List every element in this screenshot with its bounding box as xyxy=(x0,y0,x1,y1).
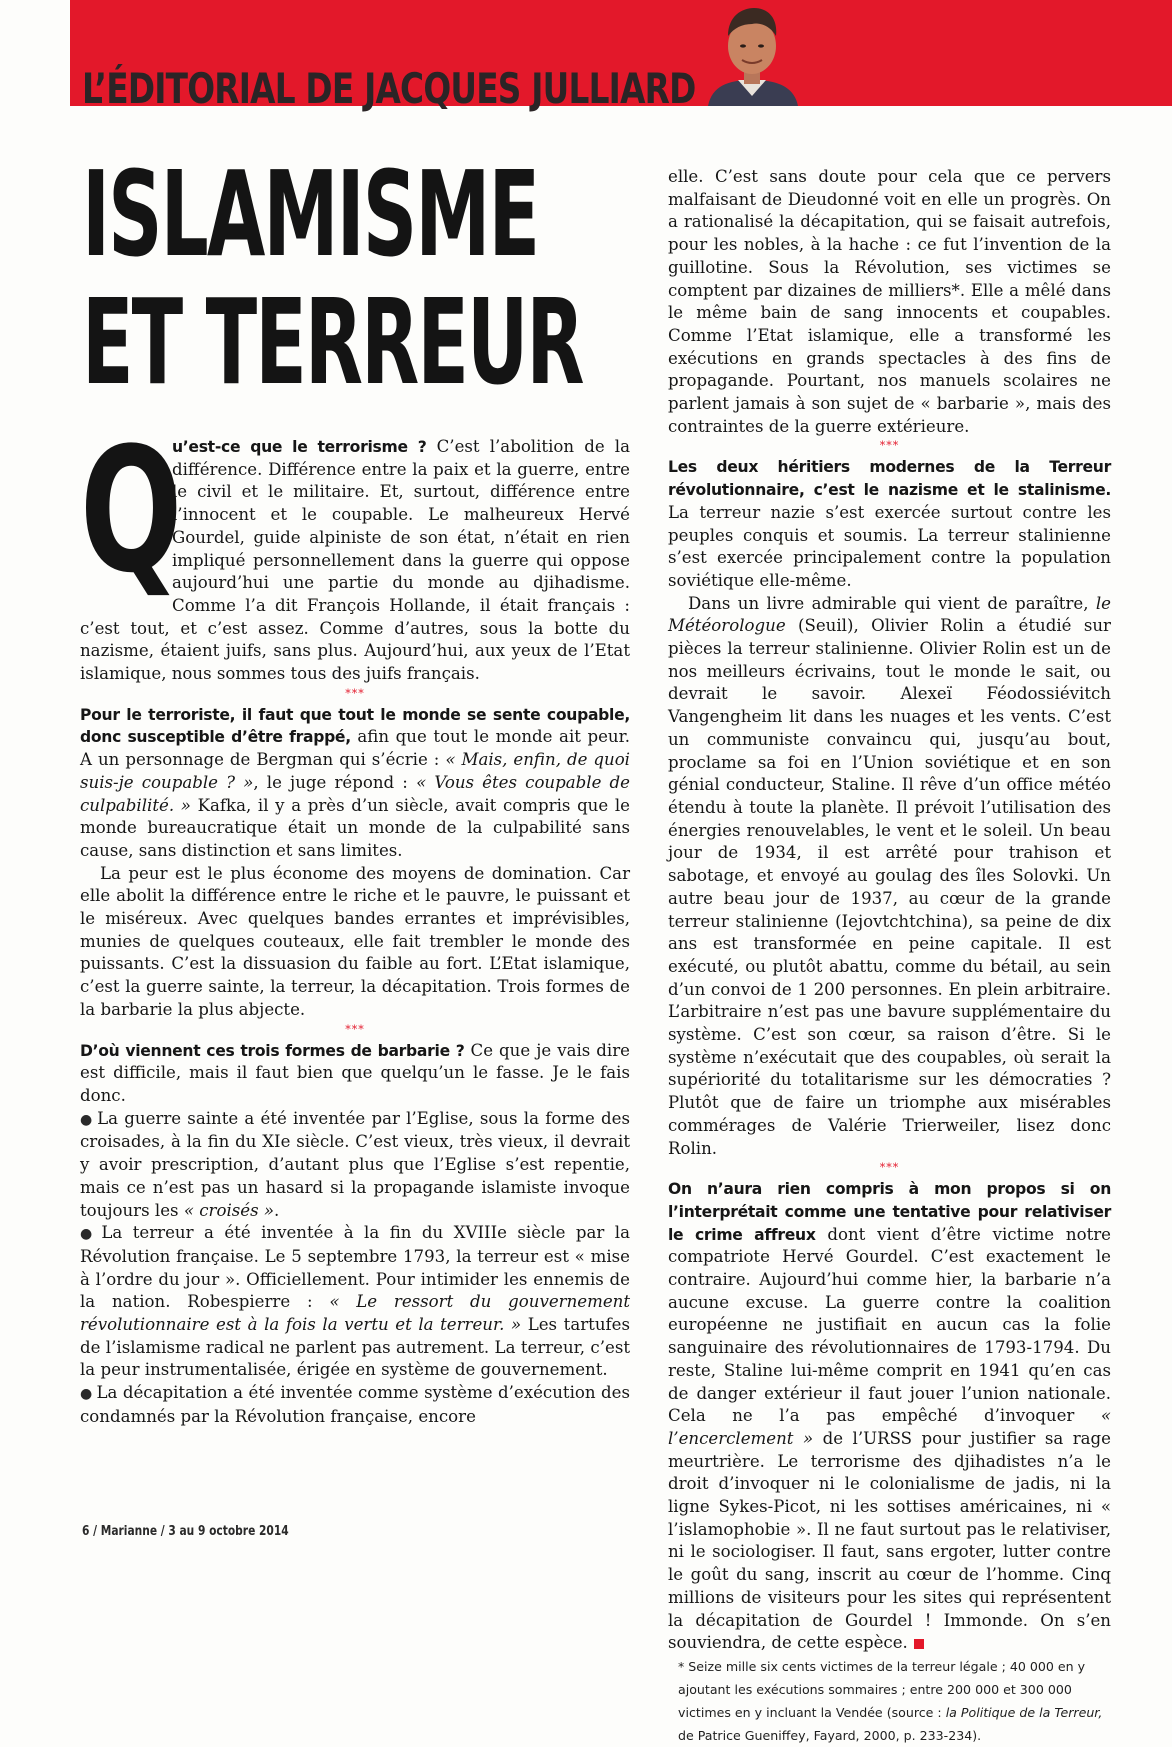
footnote-text-a: * Seize mille six cents victimes de la terreur légale ; 40 000 en y ajoutant les exécutions sommaires ; entre 200 000 et 300 000 victimes en y incluant la Vendée (source : xyxy=(678,1659,1086,1720)
section-separator: *** xyxy=(879,439,900,453)
terroriste-text-a: afin que tout le monde ait peur. A un personnage de Bergman qui s’écrie : xyxy=(80,727,630,770)
guerre-sainte-text: La guerre sainte a été inventée par l’Eglise, sous la forme des croisades, à la fin du XIe siècle. C’est vieux, très vieux, il devrait y avoir prescription, d’autant plus que l’Eglise s’est repentie, mais ce n’est pas un hasard si la propagande islamiste invoque toujours les xyxy=(80,1108,630,1220)
bullet-icon: ● xyxy=(80,1226,98,1243)
section-separator: *** xyxy=(879,1161,900,1175)
barbarie-text: Ce que je vais dire est difficile, mais il faut bien que quelqu’un le fasse. Je le fais donc. xyxy=(80,1040,630,1105)
terroriste-text-c: Kafka, il y a près d’un siècle, avait compris que le monde bureaucratique était un monde de la culpabilité sans cause, sans distinction et sans limites. xyxy=(80,795,630,860)
section-separator: *** xyxy=(345,1022,365,1036)
croises-quote: « croisés » xyxy=(183,1200,275,1220)
header-banner xyxy=(70,0,1172,113)
encerclement-quote: « l’encerclement » xyxy=(668,1406,1111,1448)
decapitation-text: La décapitation a été inventée comme système d’exécution des condamnés par la Révolution française, encore xyxy=(80,1383,631,1426)
right-column xyxy=(668,166,1111,1747)
column-title: L’ÉDITORIAL DE JACQUES JULLIARD xyxy=(82,64,696,113)
intro-text: C’est l’abolition de la différence. Différence entre la paix et la guerre, entre le civil et le militaire. Et, surtout, différence entre l’innocent et le coupable. Le malheureux Hervé Gourdel, guide alpiniste de son état, n’était en rien impliqué personnellement dans la guerre qui oppose aujourd’hui une partie du monde au djihadisme. Comme l’a dit François Hollande, il était français : c’est tout, et c’est assez. Comme d’autres, sous la botte du nazisme, étaient juifs, sans plus. Aujourd’hui, aux yeux de l’Etat islamique, nous sommes tous des juifs français. xyxy=(80,437,630,684)
footnote xyxy=(668,1655,1111,1747)
conclusion-text-b: de l’URSS pour justifier sa rage meurtrière. Le terrorisme des djihadistes n’a le droit d’invoquer ni le colonialisme de jadis, ni la ligne Sykes-Picot, ni les sottises américaines, ni « l’islamophobie ». Il ne faut surtout pas le relativiser, ni le sociologiser. Il faut, sans ergoter, lutter contre le goût du sang, inscrit au cœur de l’homme. Cinq millions de visiteurs pour les sites qui représentent la décapitation de Gourdel ! Immonde. On s’en souviendra, de cette espèce. xyxy=(668,1428,1111,1653)
rolin-text-b: (Seuil), Olivier Rolin a étudié sur pièces la terreur stalinienne. Olivier Rolin est un de nos meilleurs écrivains, tout le monde le sait, ou devrait le savoir. Alexeï Féodossiévitch Vangengheim lit dans les nuages et les vents. C’est un communiste convaincu qui, jusqu’au bout, proclame sa foi en l’Union soviétique et en son génial conducteur, Staline. Il rêve d’un office météo étendu à toute la planète. Il prévoit l’utilisation des énergies renouvelables, le vent et le soleil. Un beau jour de 1934, il est arrêté pour trahison et sabotage, et envoyé au goulag des îles Solovki. Un autre beau jour de 1937, au cœur de la grande terreur stalinienne (Iejovtchtchina), sa peine de dix ans est transformée en peine capitale. Il est exécuté, ou plutôt abattu, comme du bétail, au sein d’un convoi de 1 200 personnes. En plein arbitraire. L’arbitraire n’est pas une bavure supplémentaire du système. C’est son cœur, sa raison d’être. Si le système n’exécutait que des coupables, où serait la supériorité du totalitarisme sur les démocraties ? Plutôt que de faire un triomphe aux misérables commérages de Valérie Trierweiler, lisez donc Rolin. xyxy=(668,616,1111,1158)
bergman-quote: « Mais, enfin, de quoi suis-je coupable ? » xyxy=(80,750,630,792)
conclusion-lead: On n’aura rien compris à mon propos si on l’interprétait comme une tentative pour relativiser le crime affreux xyxy=(668,1180,1111,1244)
barbarie-lead: D’où viennent ces trois formes de barbarie ? xyxy=(80,1041,465,1060)
paragraph-rolin xyxy=(668,593,1111,1161)
paragraph-barbarie xyxy=(80,1040,630,1108)
headline-line-2: ET TERREUR xyxy=(82,273,583,411)
terroriste-lead: Pour le terroriste, il faut que tout le monde se sente coupable, donc susceptible d’être frappé, xyxy=(80,705,630,747)
book-title: le Météorologue xyxy=(668,593,1111,636)
bullet-icon: ● xyxy=(80,1386,93,1403)
left-column xyxy=(80,410,631,1429)
conclusion-text-a: dont vient d’être victime notre compatriote Hervé Gourdel. C’est exactement le contraire. Aujourd’hui comme hier, la barbarie n’a aucune excuse. La guerre contre la coalition européenne ne justifiait en aucun cas la folie sanguinaire des révolutionnaires de 1793-1794. Du reste, Staline lui-même comprit en 1941 qu’en cas de danger extérieur il faut jouer l’union nationale. Cela ne l’a pas empêché d’invoquer xyxy=(668,1224,1111,1426)
paragraph-terroriste xyxy=(80,704,630,863)
bullet-decapitation xyxy=(80,1382,630,1428)
terroriste-text-b: , le juge répond : xyxy=(253,772,417,792)
bullet-icon: ● xyxy=(80,1111,94,1128)
terreur-text-b: Les tartufes de l’islamisme radical ne parlent pas autrement. La terreur, c’est la peur instrumentalisée, érigée en système de gouvernement. xyxy=(80,1315,630,1380)
paragraph-heritiers xyxy=(668,456,1111,592)
author-portrait xyxy=(698,0,806,106)
footnote-text-b: de Patrice Gueniffey, Fayard, 2000, p. 233-234). xyxy=(678,1728,982,1743)
heritiers-text: La terreur nazie s’est exercée surtout contre les peuples conquis et soumis. La terreur stalinienne s’est exercée principalement contre la population soviétique elle-même. xyxy=(668,502,1111,590)
bullet-terreur xyxy=(80,1222,630,1382)
juge-quote: « Vous êtes coupable de culpabilité. » xyxy=(80,772,630,815)
end-mark-icon xyxy=(914,1639,924,1649)
author-portrait-image xyxy=(698,0,806,106)
robespierre-quote: « Le ressort du gouvernement révolutionnaire est à la fois la vertu et la terreur. » xyxy=(80,1292,630,1335)
drop-cap: Q xyxy=(80,410,183,611)
page-title xyxy=(82,145,583,411)
terreur-text-a: La terreur a été inventée à la fin du XVIIIe siècle par la Révolution française. Le 5 septembre 1793, la terreur est « mise à l’ordre du jour ». Officiellement. Pour intimider les ennemis de la nation. Robespierre : xyxy=(80,1223,630,1312)
heritiers-lead: Les deux héritiers modernes de la Terreur révolutionnaire, c’est le nazisme et le stalinisme. xyxy=(668,458,1111,500)
paragraph-conclusion xyxy=(668,1178,1111,1655)
section-separator: *** xyxy=(345,686,365,700)
intro-lead: u’est-ce que le terrorisme ? xyxy=(172,438,427,456)
headline-line-1: ISLAMISME xyxy=(82,145,539,283)
paragraph-intro xyxy=(80,410,630,686)
paragraph-peur: La peur est le plus économe des moyens de domination. Car elle abolit la différence entre le riche et le pauvre, le puissant et le miséreux. Avec quelques bandes errantes et imprévisibles, munies de quelques couteaux, elle fait trembler le monde des puissants. C’est la dissuasion du faible au fort. L’Etat islamique, c’est la guerre sainte, la terreur, la décapitation. Trois formes de la barbarie la plus abjecte. xyxy=(80,863,630,1019)
page-footer: 6 / Marianne / 3 au 9 octobre 2014 xyxy=(82,1524,289,1539)
paragraph-guillotine: elle. C’est sans doute pour cela que ce pervers malfaisant de Dieudonné voit en elle un progrès. On a rationalisé la décapitation, qui se faisait autrefois, pour les nobles, à la hache : ce fut l’invention de la guillotine. Sous la Révolution, ses victimes se comptent par dizaines de milliers*. Elle a mêlé dans le même bain de sang innocents et coupables. Comme l’Etat islamique, elle a transformé les exécutions en grands spectacles à des fins de propagande. Pourtant, nos manuels scolaires ne parlent jamais à son sujet de « barbarie », mais des contraintes de la guerre extérieure. xyxy=(668,167,1111,436)
bullet-guerre-sainte: ● La guerre sainte a été inventée par l’Eglise, sous la forme des croisades, à la fin du XIe siècle. C’est vieux, très vieux, il devrait y avoir prescription, d’autant plus que l’Eglise s’est repentie, mais ce n’est pas un hasard si la propagande islamiste invoque toujours les « croisés ». xyxy=(80,1108,630,1220)
rolin-text-a: Dans un livre admirable qui vient de paraître, xyxy=(688,593,1096,613)
footnote-book-title: la Politique de la Terreur, xyxy=(945,1705,1103,1720)
